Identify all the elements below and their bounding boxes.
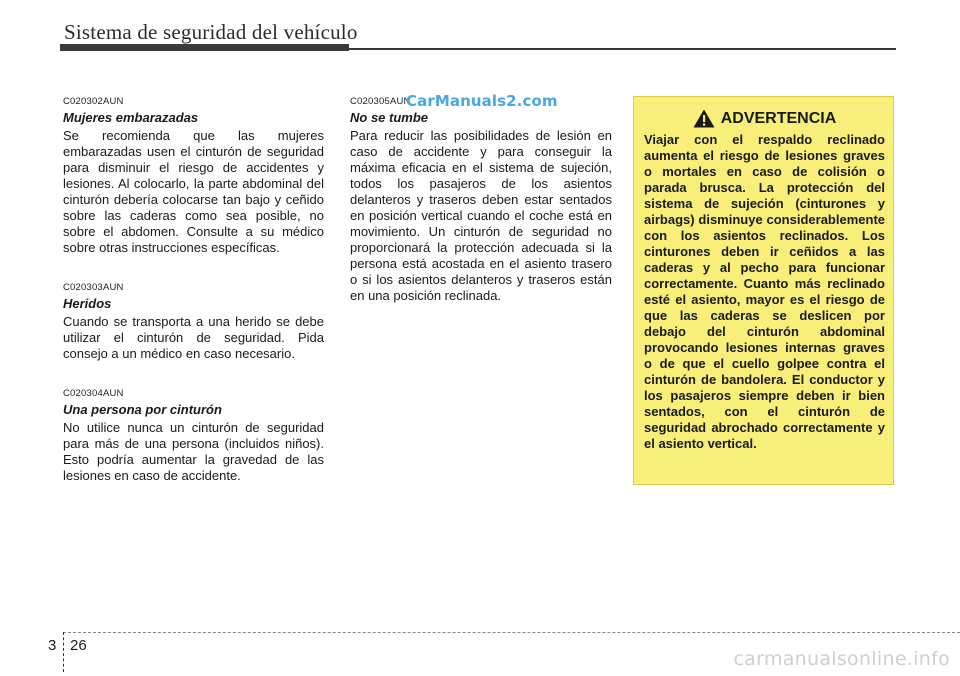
footer-divider — [63, 632, 64, 672]
warning-box — [633, 96, 894, 485]
section-heading: Una persona por cinturón — [63, 402, 222, 417]
header-bar — [60, 44, 349, 51]
section-body: Se recomienda que las mujeres embarazadas usen el cinturón de seguridad para disminuir el riesgo de accidentes y lesiones. Al colocarlo, la parte abdominal del cinturón debería colocarse tan bajo y ceñido sobre las caderas como sea posible, no sobre el abdomen. Consulte a su médico sobre otras instrucciones específicas. — [63, 128, 324, 255]
section-injured — [63, 282, 324, 362]
section-heading: Heridos — [63, 296, 112, 311]
footer-rule — [63, 632, 960, 633]
page-number: 26 — [70, 637, 87, 654]
section-code: C020305AUN — [350, 96, 411, 107]
section-body: No utilice nunca un cinturón de seguridad para más de una persona (incluidos niños). Esto podría aumentar la gravedad de las lesiones en caso de accidente. — [63, 420, 324, 483]
footer-watermark: carmanualsonline.info — [733, 648, 950, 670]
warning-title: ADVERTENCIA — [720, 109, 837, 127]
section-body: Cuando se transporta a una herido se debe utilizar el cinturón de seguridad. Pida consejo a un médico en caso necesario. — [63, 314, 324, 361]
section-do-not-recline — [350, 96, 612, 304]
warning-triangle-icon — [693, 109, 715, 128]
warning-header — [644, 109, 885, 128]
page-header-title: Sistema de seguridad del vehículo — [64, 20, 358, 44]
left-column — [63, 96, 324, 484]
section-heading: No se tumbe — [350, 110, 429, 125]
section-body: Para reducir las posibilidades de lesión en caso de accidente y para conseguir la máxima eficacia en el sistema de sujeción, todos los pasajeros de los asientos delanteros y traseros deben estar sentados en posición vertical cuando el coche está en movimiento. Un cinturón de seguridad no proporcionará la protección adecuada si la persona está acostada en el asiento trasero o si los asientos delanteros y traseros están en una posición reclinada. — [350, 128, 612, 303]
section-code: C020302AUN — [63, 96, 124, 107]
section-code: C020303AUN — [63, 282, 124, 293]
chapter-number: 3 — [48, 637, 57, 654]
middle-column — [350, 96, 612, 304]
section-pregnant-women — [63, 96, 324, 256]
warning-text: Viajar con el respaldo reclinado aumenta el riesgo de lesiones graves o mortales en caso de colisión o parada brusca. La protección del sistema de sujeción (cinturones y airbags) disminuye considerablemente con los asientos reclinados. Los cinturones deben ir ceñidos a las caderas y al pecho para funcionar correctamente. Cuanto más reclinado esté el asiento, mayor es el riesgo de que las caderas se deslicen por debajo del cinturón abdominal provocando lesiones internas graves o de que el cuello golpee contra el cinturón de bandolera. El conductor y los pasajeros siempre deben ir bien sentados, con el cinturón de seguridad abrochado correctamente y el asiento vertical. — [644, 132, 885, 451]
header-rule — [349, 48, 896, 50]
section-code: C020304AUN — [63, 388, 124, 399]
section-heading: Mujeres embarazadas — [63, 110, 199, 125]
section-one-person-per-belt — [63, 388, 324, 484]
watermark-link[interactable]: CarManuals2.com — [406, 92, 558, 110]
